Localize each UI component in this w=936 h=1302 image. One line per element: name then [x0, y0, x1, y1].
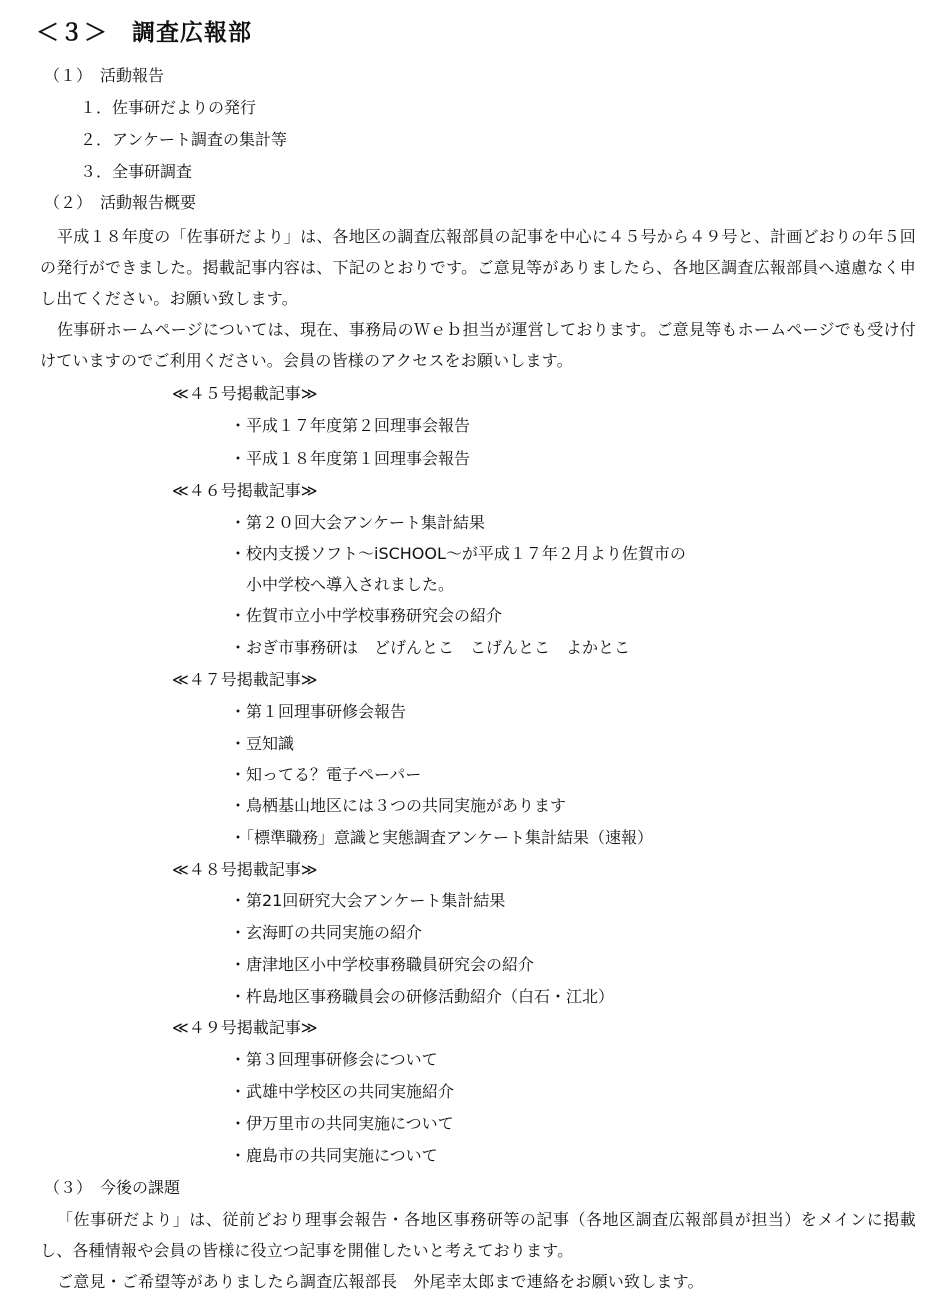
article-item: ・杵島地区事務職員会の研修活動紹介（白石・江北） [230, 987, 615, 1006]
issue-title: ≪４６号掲載記事≫ [172, 481, 318, 500]
activity-item: ２．アンケート調査の集計等 [80, 130, 288, 149]
article-item: ・第３回理事研修会について [230, 1050, 438, 1069]
article-item: ・第21回研究大会アンケート集計結果 [230, 891, 506, 910]
article-item: ・玄海町の共同実施の紹介 [230, 923, 423, 942]
activities-heading: （１） 活動報告 [44, 66, 165, 85]
article-item: ・鳥栖基山地区には３つの共同実施があります [230, 796, 567, 815]
article-item: ・第２０回大会アンケート集計結果 [230, 513, 486, 532]
article-item: ・第１回理事研修会報告 [230, 702, 407, 721]
future-heading: （３） 今後の課題 [44, 1178, 181, 1197]
article-item: ・おぎ市事務研は どげんとこ こげんとこ よかとこ [230, 638, 631, 657]
summary-paragraph-2: 佐事研ホームページについては、現在、事務局のＷｅｂ担当が運営しております。ご意見等もホームページでも受け付けていますのでご利用ください。会員の皆様のアクセスをお願いします。 [40, 320, 916, 370]
article-item: ・平成１７年度第２回理事会報告 [230, 416, 471, 435]
summary-heading: （２） 活動報告概要 [44, 193, 197, 212]
article-item: ・平成１８年度第１回理事会報告 [230, 449, 471, 468]
article-item: ・唐津地区小中学校事務職員研究会の紹介 [230, 955, 535, 974]
article-item: ・佐賀市立小中学校事務研究会の紹介 [230, 606, 503, 625]
article-item: ・伊万里市の共同実施について [230, 1114, 454, 1133]
section-title: ＜３＞ 調査広報部 [36, 20, 252, 46]
article-item: ・豆知識 [230, 734, 295, 753]
future-paragraph-1: 「佐事研だより」は、従前どおり理事会報告・各地区事務研等の記事（各地区調査広報部員が担当）をメインに掲載し、各種情報や会員の皆様に役立つ記事を開催したいと考えております。 [40, 1210, 916, 1260]
article-item: ・「標準職務」意識と実態調査アンケート集計結果（速報） [230, 828, 654, 847]
article-item: ・知ってる？電子ペーパー [230, 765, 422, 784]
activity-item: ３．全事研調査 [80, 162, 193, 181]
issue-title: ≪４７号掲載記事≫ [172, 670, 318, 689]
issue-title: ≪４５号掲載記事≫ [172, 384, 318, 403]
article-item: ・鹿島市の共同実施について [230, 1146, 438, 1165]
issue-title: ≪４９号掲載記事≫ [172, 1018, 318, 1037]
summary-paragraph-1: 平成１８年度の「佐事研だより」は、各地区の調査広報部員の記事を中心に４５号から４９号と、計画どおりの年５回の発行ができました。掲載記事内容は、下記のとおりです。ご意見等がありましたら、各地区調査広報部員へ遠慮なく申し出てください。お願い致します。 [40, 227, 916, 308]
article-item: ・武雄中学校区の共同実施紹介 [230, 1082, 455, 1101]
future-paragraph-2: ご意見・ご希望等がありましたら調査広報部長 外尾幸太郎まで連絡をお願い致します。 [57, 1272, 704, 1291]
activity-item: １．佐事研だよりの発行 [80, 98, 257, 117]
article-item: ・校内支援ソフト～iSCHOOL～が平成１７年２月より佐賀市の [230, 544, 686, 563]
issue-title: ≪４８号掲載記事≫ [172, 860, 318, 879]
article-item: 小中学校へ導入されました。 [230, 575, 455, 594]
